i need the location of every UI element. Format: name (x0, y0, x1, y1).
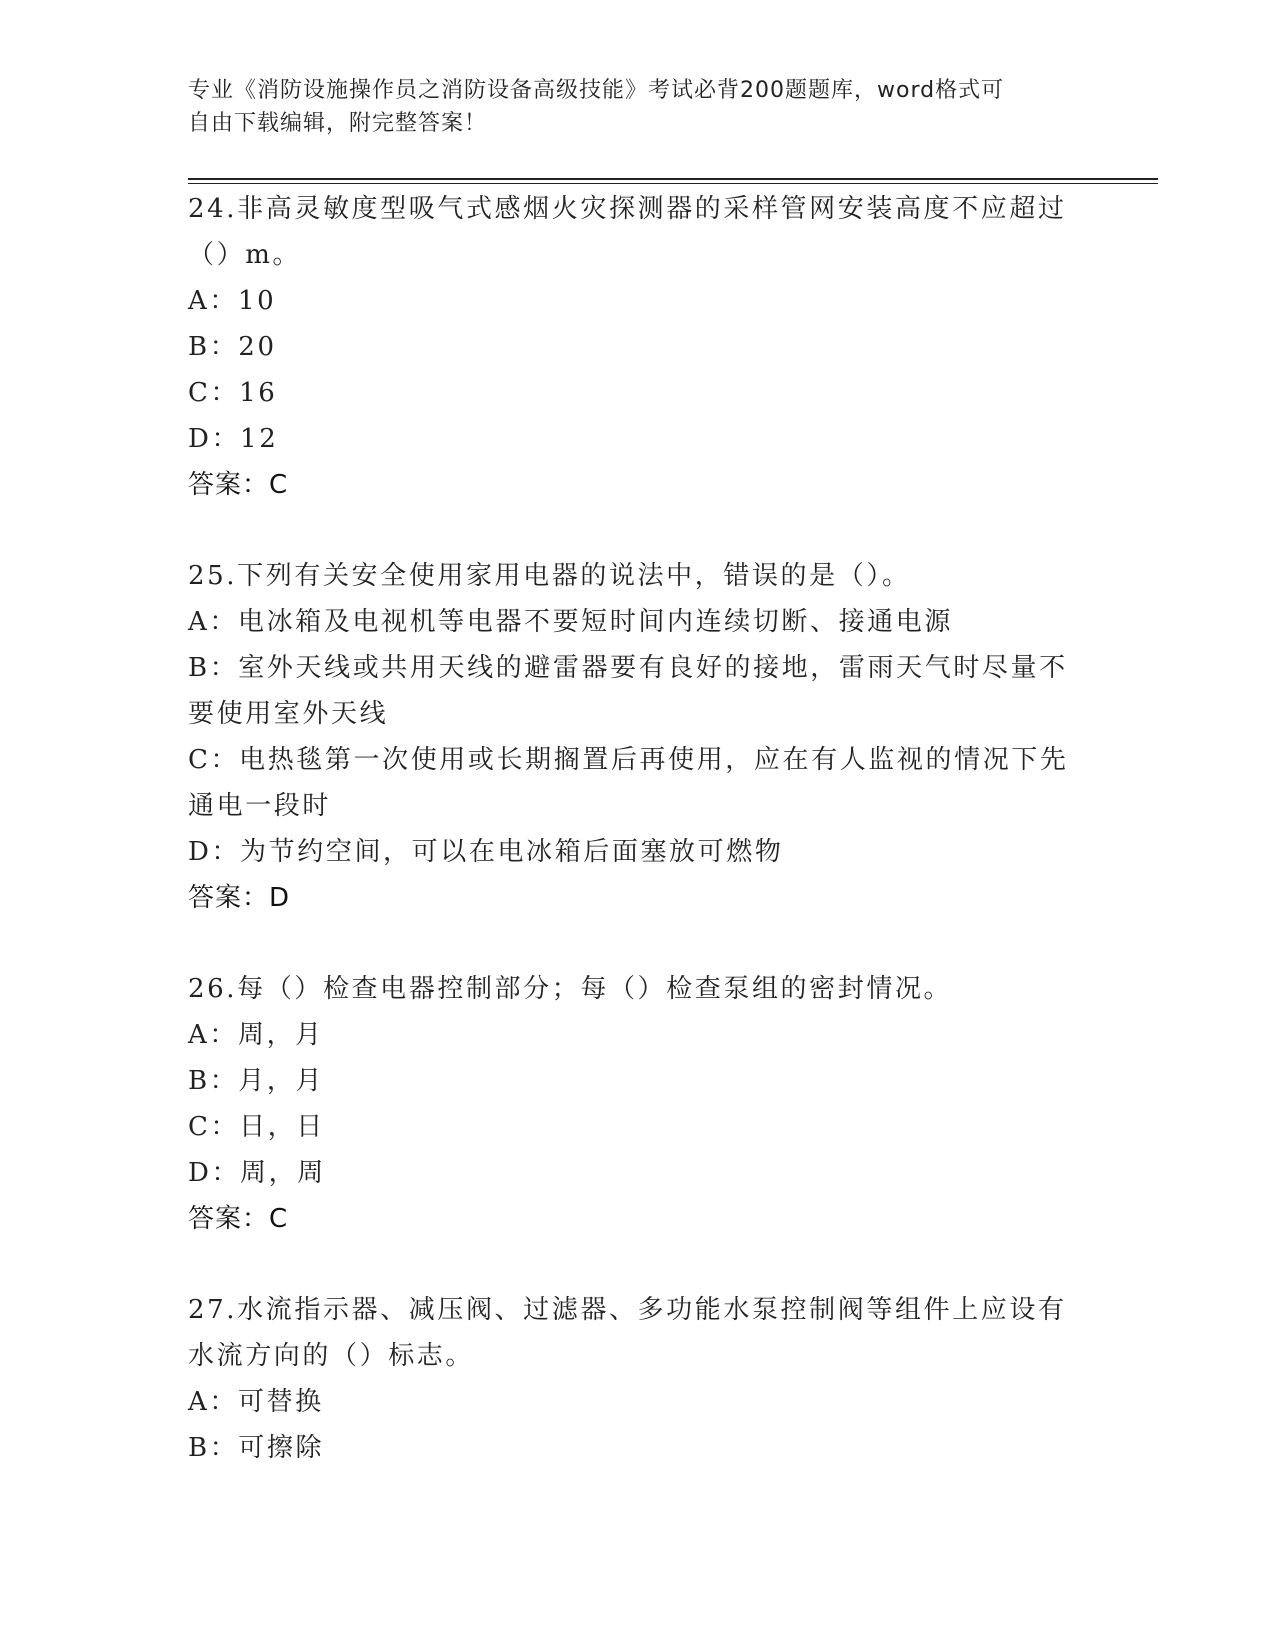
question-spacer (188, 1242, 1083, 1287)
question-block (188, 966, 1083, 1242)
question-spacer (188, 921, 1083, 966)
header-divider-thin (188, 183, 1158, 184)
option-a: A：可替换 (188, 1387, 324, 1417)
header-line-2: 自由下载编辑，附完整答案！ (188, 111, 488, 136)
question-block (188, 1287, 1083, 1471)
option-c: 通电一段时 (188, 791, 332, 821)
option-c: C：电热毯第一次使用或长期搁置后再使用，应在有人监视的情况下先 (188, 745, 1069, 775)
question-stem: 水流方向的（）标志。 (188, 1341, 475, 1371)
question-block (188, 186, 1083, 508)
question-stem: （）m。 (188, 240, 302, 270)
header-line-1: 专业《消防设施操作员之消防设备高级技能》考试必背200题题库，word格式可 (188, 78, 1005, 103)
document-header (188, 74, 1068, 140)
option-b: 要使用室外天线 (188, 699, 389, 729)
header-divider-thick (188, 178, 1158, 180)
option-b: B：可擦除 (188, 1433, 325, 1463)
question-stem: 27.水流指示器、减压阀、过滤器、多功能水泵控制阀等组件上应设有 (188, 1295, 1067, 1325)
option-a: A：周，月 (188, 1020, 324, 1050)
option-a: A：电冰箱及电视机等电器不要短时间内连续切断、接通电源 (188, 607, 953, 637)
question-stem: 25.下列有关安全使用家用电器的说法中，错误的是（）。 (188, 561, 911, 591)
option-d: D：周，周 (188, 1158, 326, 1188)
option-c: C：日，日 (188, 1112, 325, 1142)
option-c: C：16 (188, 378, 278, 408)
question-stem: 24.非高灵敏度型吸气式感烟火灾探测器的采样管网安装高度不应超过 (188, 194, 1067, 224)
question-spacer (188, 508, 1083, 553)
option-b: B：20 (188, 332, 277, 362)
option-d: D：为节约空间，可以在电冰箱后面塞放可燃物 (188, 837, 784, 867)
answer-label: 答案：C (188, 470, 289, 500)
question-list (188, 186, 1083, 1471)
option-d: D：12 (188, 424, 279, 454)
option-a: A：10 (188, 286, 277, 316)
answer-label: 答案：D (188, 883, 291, 913)
answer-label: 答案：C (188, 1204, 289, 1234)
question-stem: 26.每（）检查电器控制部分；每（）检查泵组的密封情况。 (188, 974, 953, 1004)
option-b: B：室外天线或共用天线的避雷器要有良好的接地，雷雨天气时尽量不 (188, 653, 1068, 683)
question-block (188, 553, 1083, 921)
option-b: B：月，月 (188, 1066, 325, 1096)
